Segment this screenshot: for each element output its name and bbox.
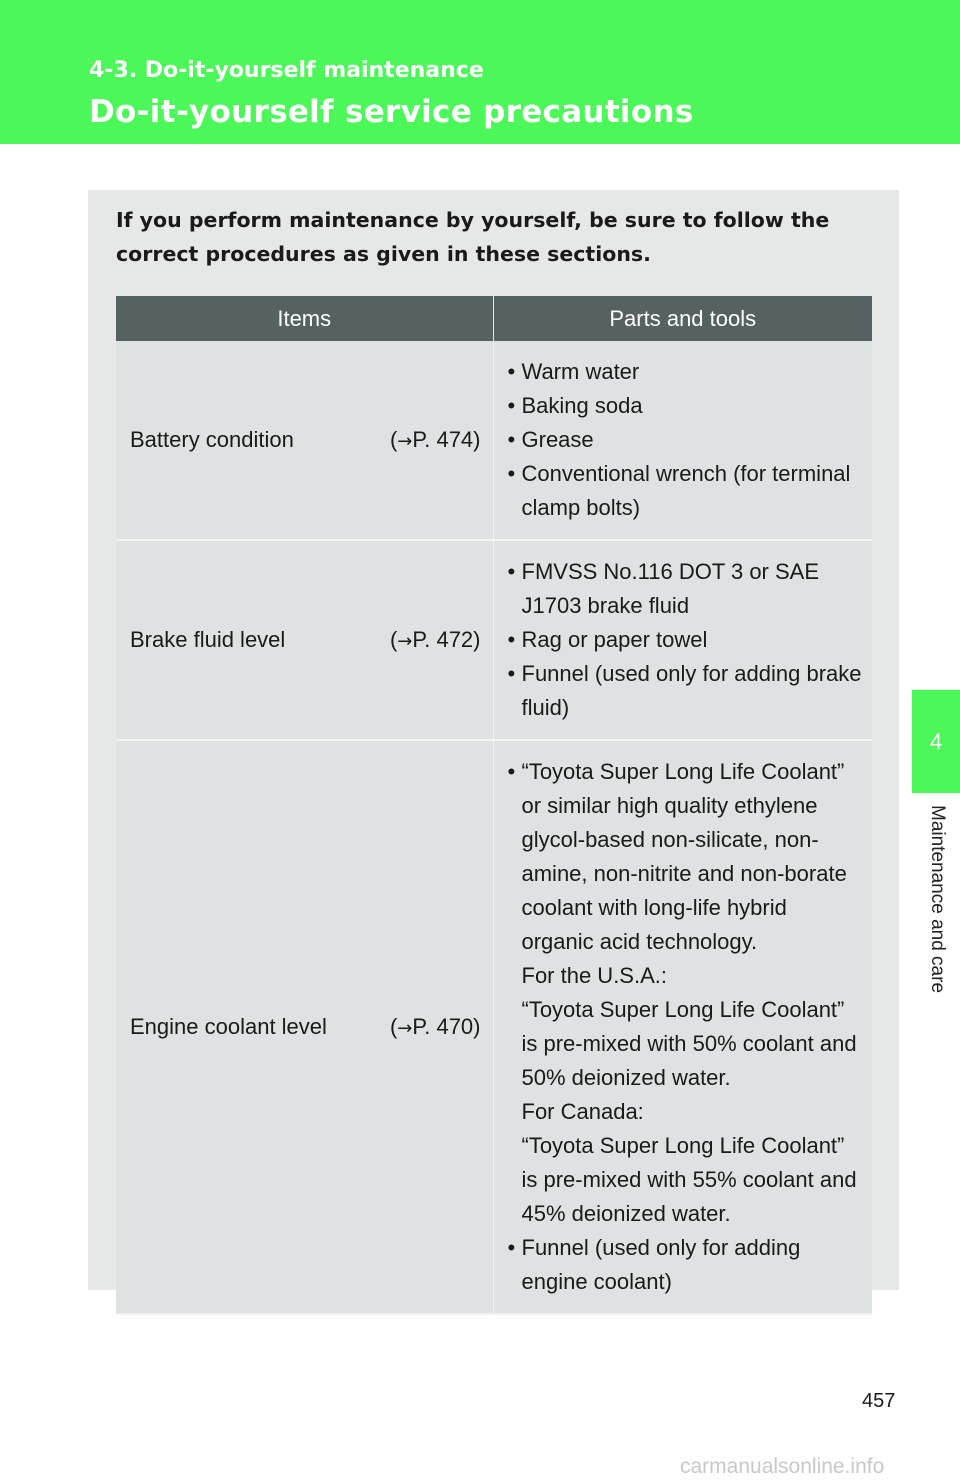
tools-list [494,341,873,539]
page-title: Do-it-yourself service precautions [89,94,694,130]
list-item: • Baking soda [507,393,643,418]
intro-text: If you perform maintenance by yourself, be sure to follow the correct procedures as given in these sections. [116,208,830,266]
arrow-right-icon: → [397,631,413,652]
arrow-right-icon: → [397,431,413,452]
table-row [116,341,872,540]
list-item: • Warm water [507,359,640,384]
page-reference-text: P. 470) [412,1014,481,1039]
table-row [116,540,872,740]
item-cell [116,341,493,540]
tools-cell [493,540,872,740]
table-row [116,740,872,1314]
page-reference-text: P. 472) [412,627,481,652]
page-reference-link[interactable]: (→P. 472) [389,627,481,652]
item-name: Engine coolant level [130,1014,327,1039]
tools-cell [493,341,872,540]
list-item: • Grease [507,427,594,452]
arrow-right-icon: → [397,1018,413,1039]
page-reference-link[interactable]: (→P. 470) [389,1014,481,1039]
page-number: 457 [862,1390,896,1412]
item-cell [116,540,493,740]
column-header-items: Items [116,296,493,341]
list-item: • FMVSS No.116 DOT 3 or SAE J1703 brake fluid [507,559,820,618]
table-header-row [116,296,872,341]
list-item: • Funnel (used only for adding brake fluid) [507,661,862,720]
tools-list [494,741,873,1313]
chapter-label: Maintenance and care [927,805,948,994]
list-item: • Funnel (used only for adding engine coolant) [507,1235,801,1294]
list-item: • Rag or paper towel [507,627,708,652]
usa-note-text: “Toyota Super Long Life Coolant” is pre-mixed with 50% coolant and 50% deionized water. [521,997,857,1090]
section-label: 4-3. Do-it-yourself maintenance [89,58,484,83]
list-item: • “Toyota Super Long Life Coolant” or similar high quality ethylene glycol-based non-silicate, non-amine, non-nitrite and non-borate coolant with long-life hybrid organic acid technology. For the U.S.A.: “Toyota Super Long Life Coolant” is pre-mixed with 50% coolant and 50% deionized water. For Canada: “Toyota Super Long Life Coolant” is pre-mixed with 55% coolant and 45% deionized water. [508,755,865,1231]
column-header-parts-and-tools: Parts and tools [493,296,872,341]
list-item: • Conventional wrench (for terminal clamp bolts) [507,461,851,520]
tools-cell [493,740,872,1314]
chapter-number: 4 [929,728,943,754]
maintenance-table [116,296,872,1315]
watermark: carmanualsonline.info [680,1455,885,1478]
page-reference-link[interactable]: (→P. 474) [389,427,481,452]
canada-note-label: For Canada: [521,1099,644,1124]
usa-note-label: For the U.S.A.: [521,963,667,988]
header-bar [0,0,960,144]
item-name: Brake fluid level [130,627,286,652]
item-cell [116,740,493,1314]
chapter-tab[interactable] [912,690,960,793]
item-name: Battery condition [130,427,294,452]
canada-note-text: “Toyota Super Long Life Coolant” is pre-mixed with 55% coolant and 45% deionized water. [521,1133,857,1226]
page-reference-text: P. 474) [412,427,481,452]
tools-list [494,541,873,739]
